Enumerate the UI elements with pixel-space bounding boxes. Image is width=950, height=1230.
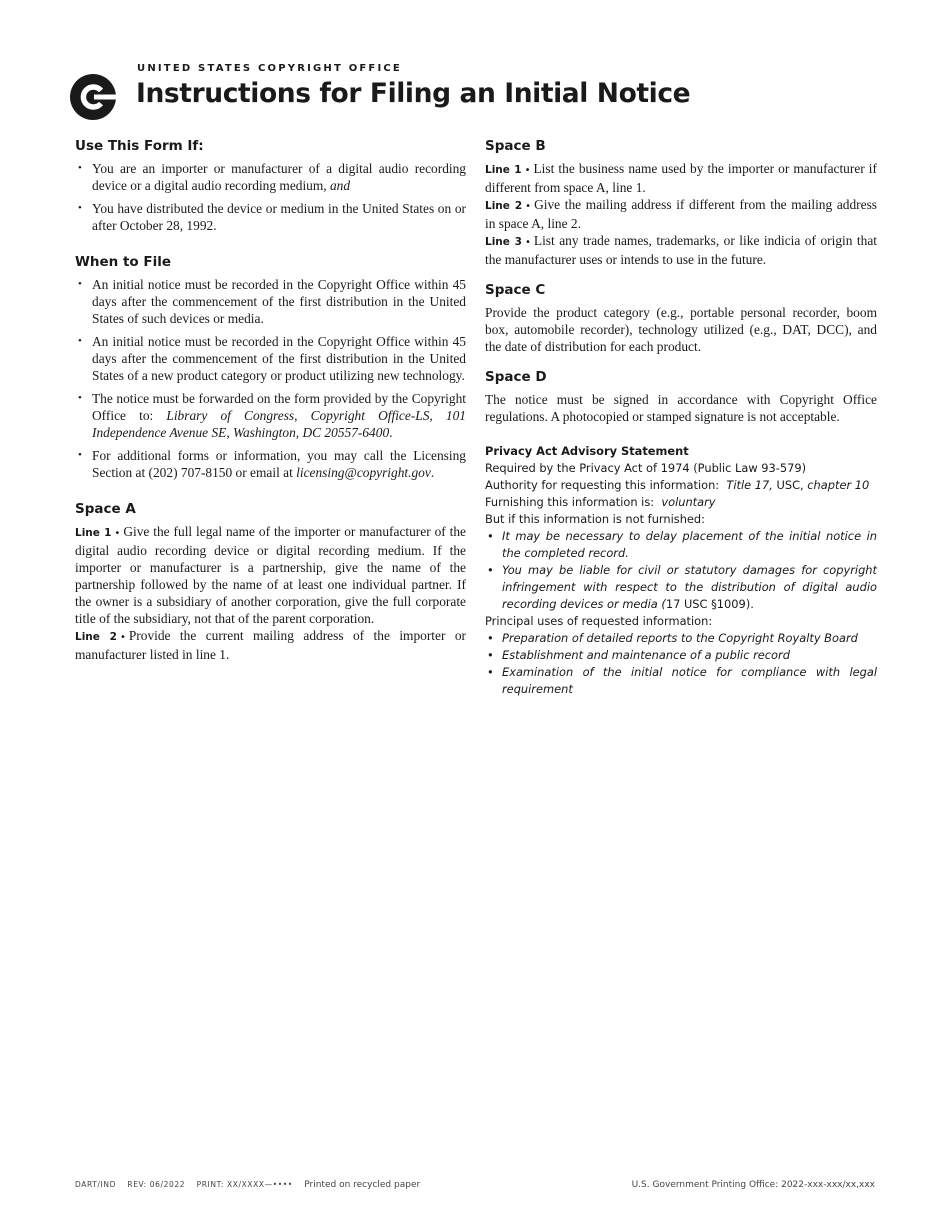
list-item: • You may be liable for civil or statutory damages for copyright infringement with respect to the distribution of digital audio recording devices or media (17 USC §1009). xyxy=(487,563,877,611)
privacy-uses-label: Principal uses of requested information: xyxy=(485,614,713,628)
bullet-icon: • xyxy=(78,278,82,290)
list-item: • The notice must be forwarded on the form provided by the Copyright Office to: Library of Congress, Copyright Office-LS, 101 Independence Avenue SE, Washington, DC 20557-6400. xyxy=(78,391,466,440)
bullet-icon: • xyxy=(487,665,494,679)
list-item: • An initial notice must be recorded in the Copyright Office within 45 days after the commencement of the first distribution in the United States of such devices or media. xyxy=(78,277,466,326)
bullet-icon: • xyxy=(78,162,82,174)
right-column xyxy=(485,138,877,698)
privacy-subtitle: Required by the Privacy Act of 1974 (Public Law 93-579) xyxy=(485,461,807,475)
when-to-file-list xyxy=(75,276,466,481)
bullet-icon: • xyxy=(487,529,494,543)
office-kicker: UNITED STATES COPYRIGHT OFFICE xyxy=(137,63,402,74)
privacy-uses-list xyxy=(485,630,877,698)
list-item: • It may be necessary to delay placement of the initial notice in the completed record. xyxy=(487,529,877,560)
privacy-statement xyxy=(485,443,877,698)
footer-left xyxy=(75,1180,420,1190)
space-a-line-1: Line 1 • Give the full legal name of the importer or manufacturer of the digital audio recording device or digital recording medium. If the importer or manufacturer is a partnership, give the name of the partnership followed by the name of at least one individual partner. If the owner is a subsidiary of another corporation, give the full corporate title of the subsidiary, not that of the parent corporation. xyxy=(75,524,466,626)
left-column xyxy=(75,138,466,663)
list-item: • You are an importer or manufacturer of a digital audio recording device or a digital audio recording medium, and xyxy=(78,161,466,193)
space-a-heading: Space A xyxy=(75,501,136,517)
list-item: • For additional forms or information, you may call the Licensing Section at (202) 707-8150 or email at licensing@copyright.gov. xyxy=(78,448,466,480)
space-c-text: Provide the product category (e.g., portable personal recorder, boom box, automobile recorder), technology utilized (e.g., DAT, DCC), and the date of distribution for each product. xyxy=(485,305,877,354)
page-title: Instructions for Filing an Initial Notice xyxy=(136,78,691,109)
privacy-authority: Authority for requesting this information: Title 17, USC, chapter 10 xyxy=(485,478,870,492)
bullet-icon: • xyxy=(78,392,82,404)
copyright-c-icon xyxy=(70,74,116,120)
privacy-not-furnished: But if this information is not furnished: xyxy=(485,512,706,526)
space-d-text: The notice must be signed in accordance with Copyright Office regulations. A photocopied or stamped signature is not acceptable. xyxy=(485,392,877,424)
space-d-heading: Space D xyxy=(485,369,547,385)
space-c-heading: Space C xyxy=(485,282,546,298)
footer-gpo: U.S. Government Printing Office: 2022-xxx-xxx/xx,xxx xyxy=(631,1180,875,1190)
bullet-icon: • xyxy=(78,335,82,347)
recycled-note: Printed on recycled paper xyxy=(304,1180,421,1190)
mailing-address: Library of Congress, Copyright Office-LS, 101 Independence Avenue SE, Washington, DC 20557-6400 xyxy=(92,408,466,440)
space-a-line-2: Line 2 • Provide the current mailing address of the importer or manufacturer listed in line 1. xyxy=(75,628,466,662)
bullet-icon: • xyxy=(487,648,494,662)
list-item: • Preparation of detailed reports to the Copyright Royalty Board xyxy=(487,631,858,645)
list-item: • Establishment and maintenance of a public record xyxy=(487,648,790,662)
list-item: • An initial notice must be recorded in the Copyright Office within 45 days after the commencement of the first distribution in the United States of a new product category or product utilizing new technology. xyxy=(78,334,466,383)
list-item: • You have distributed the device or medium in the United States on or after October 28, 1992. xyxy=(78,201,466,233)
space-b-line-3: Line 3 • List any trade names, trademarks, or like indicia of origin that the manufacturer uses or intends to use in the future. xyxy=(485,233,877,267)
list-item: • Examination of the initial notice for compliance with legal requirement xyxy=(487,665,877,696)
email-link[interactable]: licensing@copyright.gov xyxy=(296,465,431,480)
use-form-list xyxy=(75,160,466,234)
bullet-icon: • xyxy=(487,631,494,645)
space-b-heading: Space B xyxy=(485,138,546,154)
when-to-file-heading: When to File xyxy=(75,254,172,270)
bullet-icon: • xyxy=(78,449,82,461)
privacy-title: Privacy Act Advisory Statement xyxy=(485,444,689,458)
print-code: PRINT: XX/XXXX—•••• xyxy=(196,1180,293,1189)
use-form-heading: Use This Form If: xyxy=(75,138,204,154)
revision-date: REV: 06/2022 xyxy=(127,1180,186,1189)
bullet-icon: • xyxy=(487,563,494,577)
space-b-line-2: Line 2 • Give the mailing address if different from the mailing address in space A, line 2. xyxy=(485,197,877,231)
privacy-consequences-list xyxy=(485,528,877,613)
bullet-icon: • xyxy=(78,202,82,214)
privacy-furnishing: Furnishing this information is: voluntary xyxy=(485,495,716,509)
form-code: DART/IND xyxy=(75,1180,116,1189)
space-b-line-1: Line 1 • List the business name used by the importer or manufacturer if different from space A, line 1. xyxy=(485,161,877,195)
